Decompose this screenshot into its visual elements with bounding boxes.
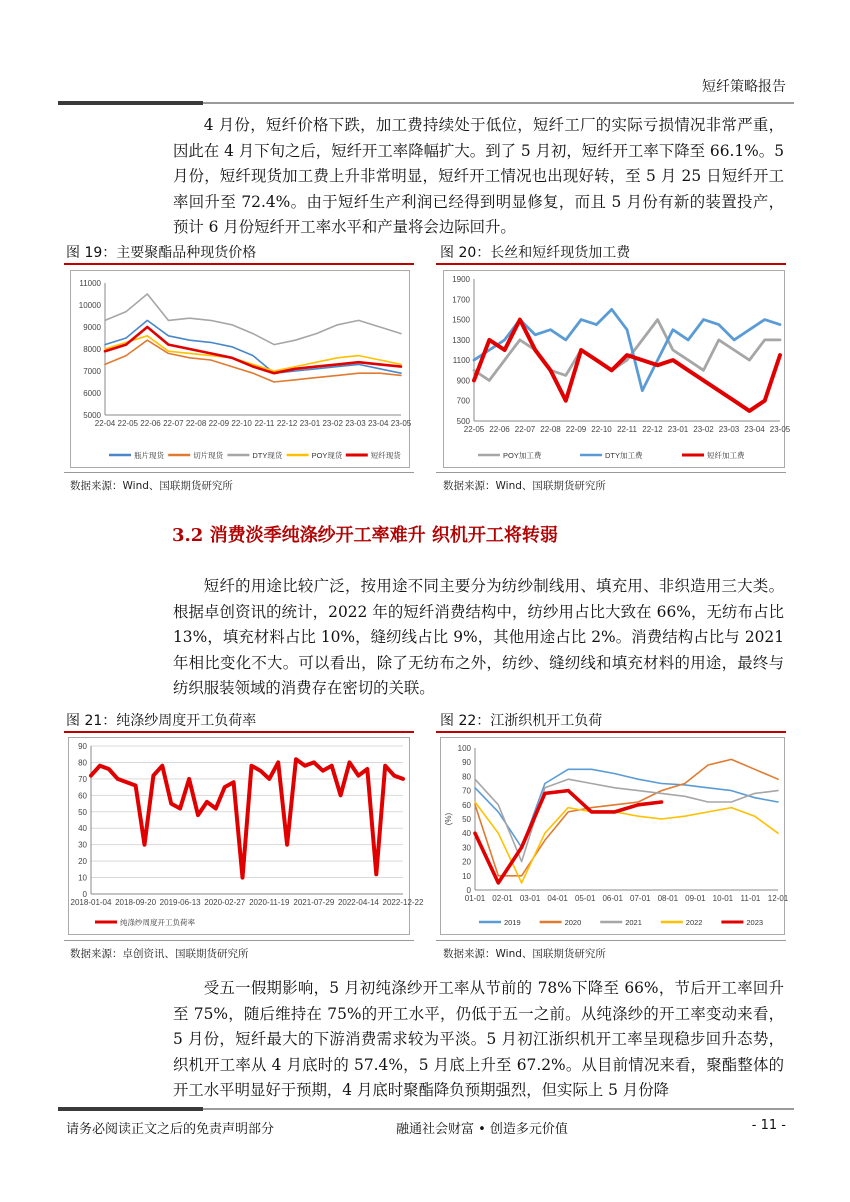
y-tick-label: 900 xyxy=(456,376,470,386)
y-tick-label: 10 xyxy=(462,871,471,881)
legend-label: 切片现货 xyxy=(193,451,224,460)
paragraph-1-text: 4 月份，短纤价格下跌，加工费持续处于低位，短纤工厂的实际亏损情况非常严重，因此在 4 月下旬之后，短纤开工率降幅扩大。到了 5 月初，短纤开工率下降至 66.1%。5 月份，短纤现货加工费上升非常明显，短纤开工情况也出现好转，至 5 月 25 日短纤开工率回升至 72.4%。由于短纤生产利润已经得到明显修复，而且 5 月份有新的装置投产，预计 6 月份短纤开工率水平和产量将会边际回升。 xyxy=(173,116,784,236)
x-tick-label: 23-03 xyxy=(718,425,740,434)
x-tick-label: 2021-07-29 xyxy=(293,898,335,907)
x-tick-label: 09-01 xyxy=(685,894,706,903)
x-tick-label: 22-10 xyxy=(231,419,252,428)
x-tick-label: 06-01 xyxy=(602,894,623,903)
y-tick-label: 70 xyxy=(462,786,471,796)
y-tick-label: 30 xyxy=(462,843,471,853)
figure-21-source: 数据来源：卓创资讯、国联期货研究所 xyxy=(70,948,249,960)
x-tick-label: 2018-09-20 xyxy=(115,898,157,907)
figure-19-chart xyxy=(70,270,410,468)
paragraph-3 xyxy=(173,976,784,1104)
footer-rule xyxy=(58,1107,794,1111)
figure-21-source-rule xyxy=(64,940,414,941)
x-tick-label: 23-05 xyxy=(769,425,791,434)
x-tick-label: 2022-04-14 xyxy=(337,898,379,907)
x-tick-label: 22-12 xyxy=(276,419,298,428)
x-tick-label: 22-04 xyxy=(94,419,116,428)
figure-19-rule xyxy=(64,263,414,265)
y-tick-label: 1500 xyxy=(452,315,470,325)
figure-22-rule xyxy=(436,731,786,733)
figure-19-source: 数据来源：Wind、国联期货研究所 xyxy=(70,480,233,492)
paragraph-1 xyxy=(173,113,784,241)
y-tick-label: 50 xyxy=(462,815,471,824)
x-tick-label: 23-01 xyxy=(299,419,321,428)
paragraph-2-text: 短纤的用途比较广泛，按用途不同主要分为纺纱制线用、填充用、非织造用三大类。根据卓创资讯的统计，2022 年的短纤消费结构中，纺纱用占比大致在 66%，无纺布占比 13%，填充材料占比 10%，缝纫线占比 9%，其他用途占比 2%。消费结构占比与 2021 年相比变化不大。可以看出，除了无纺布之外，纺纱、缝纫线和填充材料的用途，最终与纺织服装领域的消费存在密切的关联。 xyxy=(173,577,784,697)
y-tick-label: 40 xyxy=(462,829,471,839)
figure-20-rule xyxy=(436,263,786,265)
figure-22-source: 数据来源：Wind、国联期货研究所 xyxy=(443,948,606,960)
y-tick-label: 60 xyxy=(462,800,471,810)
y-tick-label: 0 xyxy=(466,886,471,895)
x-tick-label: 02-01 xyxy=(492,894,513,903)
figure-19-title: 图 19：主要聚酯品种现货价格 xyxy=(66,245,257,261)
y-tick-label: 0 xyxy=(82,890,87,899)
y-tick-label: 70 xyxy=(78,774,87,784)
legend-label: 2019 xyxy=(504,918,521,927)
x-tick-label: 22-06 xyxy=(489,425,510,434)
legend-label: 短纤加工费 xyxy=(707,451,745,460)
chart-20-svg xyxy=(444,271,791,467)
legend-label: 短纤现货 xyxy=(370,451,401,460)
x-tick-label: 23-05 xyxy=(390,419,412,428)
x-tick-label: 03-01 xyxy=(519,894,541,903)
report-header-title: 短纤策略报告 xyxy=(702,79,786,95)
figure-22-source-rule xyxy=(436,940,786,941)
x-tick-label: 22-08 xyxy=(185,419,207,428)
x-tick-label: 23-04 xyxy=(367,419,389,428)
paragraph-2 xyxy=(173,574,784,702)
y-tick-label: 9000 xyxy=(83,323,101,332)
y-tick-label: 80 xyxy=(78,758,87,768)
legend-label: 2023 xyxy=(746,918,764,927)
chart-21-svg xyxy=(69,738,424,934)
series-line-4 xyxy=(475,791,662,883)
x-tick-label: 11-01 xyxy=(740,894,761,903)
y-tick-label: 30 xyxy=(78,840,87,850)
x-tick-label: 12-01 xyxy=(767,894,789,903)
legend-label: 2020 xyxy=(564,918,582,927)
x-tick-label: 22-05 xyxy=(463,425,485,434)
chart-19-svg xyxy=(71,271,412,467)
y-tick-label: 11000 xyxy=(79,279,101,288)
series-line-0 xyxy=(91,759,403,877)
x-tick-label: 07-01 xyxy=(630,894,651,903)
x-tick-label: 04-01 xyxy=(547,894,568,903)
x-tick-label: 22-09 xyxy=(208,419,230,428)
figure-21-title: 图 21：纯涤纱周度开工负荷率 xyxy=(66,713,257,729)
legend-label: 2022 xyxy=(685,918,703,927)
figure-19-source-rule xyxy=(64,472,414,473)
x-tick-label: 10-01 xyxy=(712,894,734,903)
footer-slogan: 融通社会财富 • 创造多元价值 xyxy=(396,1122,568,1137)
figure-20-source: 数据来源：Wind、国联期货研究所 xyxy=(443,480,606,492)
y-tick-label: 10 xyxy=(78,873,87,883)
legend-label: POY现货 xyxy=(311,451,343,460)
y-tick-label: 20 xyxy=(78,857,87,867)
x-tick-label: 22-10 xyxy=(591,425,612,434)
paragraph-3-text: 受五一假期影响，5 月初纯涤纱开工率从节前的 78%下降至 66%，节后开工率回升至 75%，随后维持在 75%的开工水平，仍低于五一之前。从纯涤纱的开工率变动来看，5 月份，短纤最大的下游消费需求较为平淡。5 月初江浙织机开工率呈现稳步回升态势，织机开工率从 4 月底时的 57.4%，5 月底上升至 67.2%。从目前情况来看，聚酯整体的开工水平明显好于预期，4 月底时聚酯降负预期强烈，但实际上 5 月份降 xyxy=(173,979,784,1099)
x-tick-label: 23-01 xyxy=(667,425,689,434)
y-tick-label: 100 xyxy=(457,744,471,753)
x-tick-label: 22-09 xyxy=(565,425,587,434)
x-tick-label: 23-02 xyxy=(693,425,714,434)
y-tick-label: 1900 xyxy=(452,275,470,284)
footer-page-number: - 11 - xyxy=(751,1118,786,1133)
x-tick-label: 2022-12-22 xyxy=(382,898,424,907)
x-tick-label: 22-07 xyxy=(514,425,536,434)
x-tick-label: 08-01 xyxy=(657,894,679,903)
x-tick-label: 23-02 xyxy=(322,419,343,428)
y-tick-label: 80 xyxy=(462,772,471,782)
x-tick-label: 22-11 xyxy=(617,425,637,434)
x-tick-label: 22-06 xyxy=(140,419,161,428)
y-tick-label: 20 xyxy=(462,857,471,867)
x-tick-label: 2019-06-13 xyxy=(159,898,201,907)
figure-21-rule xyxy=(64,731,414,733)
x-tick-label: 2018-01-04 xyxy=(70,898,112,907)
x-tick-label: 22-07 xyxy=(163,419,184,428)
footer-disclaimer: 请务必阅读正文之后的免责声明部分 xyxy=(66,1122,275,1137)
figure-20-title: 图 20：长丝和短纤现货加工费 xyxy=(440,245,631,261)
header-rule xyxy=(58,101,794,105)
figure-22-title: 图 22：江浙织机开工负荷 xyxy=(440,713,603,729)
y-tick-label: 6000 xyxy=(83,389,101,398)
y-tick-label: 1700 xyxy=(452,295,470,305)
figure-21-chart xyxy=(68,737,424,935)
y-tick-label: 5000 xyxy=(83,411,101,420)
y-tick-label: 10000 xyxy=(78,301,101,310)
y-tick-label: 7000 xyxy=(83,367,101,376)
legend-label: 纯涤纱周度开工负荷率 xyxy=(120,918,195,927)
x-tick-label: 23-03 xyxy=(345,419,366,428)
section-heading: 3.2 消费淡季纯涤纱开工率难升 织机开工将转弱 xyxy=(172,525,558,546)
figure-22-chart xyxy=(440,737,789,935)
chart-22-svg xyxy=(441,738,789,934)
y-tick-label: 50 xyxy=(78,807,87,817)
y-tick-label: 1300 xyxy=(452,335,470,345)
y-tick-label: 500 xyxy=(456,417,470,426)
legend-label: 瓶片现货 xyxy=(134,451,164,460)
x-tick-label: 23-04 xyxy=(744,425,765,434)
legend-label: 2021 xyxy=(625,918,642,927)
x-tick-label: 01-01 xyxy=(464,894,486,903)
legend-label: DTY现货 xyxy=(252,451,283,460)
y-tick-label: 1100 xyxy=(452,356,470,366)
y-tick-label: 60 xyxy=(78,791,87,801)
x-tick-label: 22-12 xyxy=(642,425,663,434)
series-line-1 xyxy=(105,340,401,382)
y-tick-label: 700 xyxy=(456,396,470,406)
x-tick-label: 22-08 xyxy=(540,425,561,434)
y-tick-label: 90 xyxy=(78,742,87,751)
y-tick-label: 90 xyxy=(462,758,471,768)
series-line-3 xyxy=(475,802,778,883)
figure-20-chart xyxy=(443,270,791,468)
figure-20-source-rule xyxy=(436,472,786,473)
x-tick-label: 2020-11-19 xyxy=(249,898,290,907)
x-tick-label: 22-05 xyxy=(117,419,139,428)
legend-label: DTY加工费 xyxy=(605,451,643,460)
y-tick-label: 8000 xyxy=(83,345,101,354)
x-tick-label: 22-11 xyxy=(254,419,275,428)
y-tick-label: 40 xyxy=(78,824,87,834)
y-axis-label: (%) xyxy=(444,812,453,826)
x-tick-label: 2020-02-27 xyxy=(204,898,246,907)
legend-label: POY加工费 xyxy=(503,451,542,460)
x-tick-label: 05-01 xyxy=(574,894,596,903)
